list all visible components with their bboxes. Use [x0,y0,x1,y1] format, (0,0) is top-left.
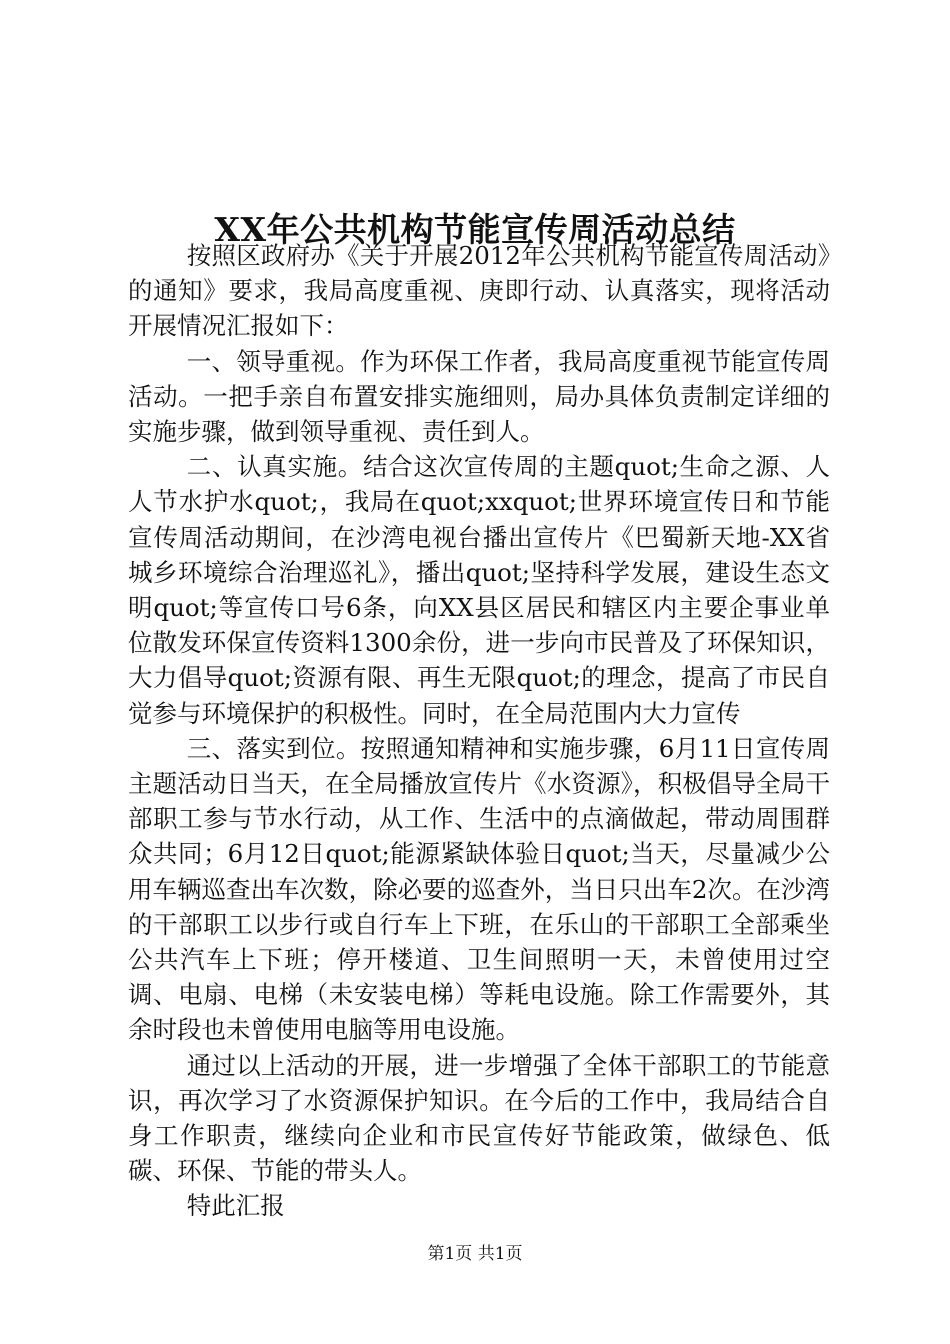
document-body [128,238,830,1224]
paragraph-intro: 按照区政府办《关于开展2012年公共机构节能宣传周活动》的通知》要求，我局高度重视、庚即行动、认真落实，现将活动开展情况汇报如下： [128,241,830,341]
paragraph-implementation: 二、认真实施。结合这次宣传周的主题quot;生命之源、人人节水护水quot;，我局在quot;xxquot;世界环境宣传日和节能宣传周活动期间，在沙湾电视台播出宣传片《巴蜀新天地-XX省城乡环境综合治理巡礼》，播出quot;坚持科学发展，建设生态文明quot;等宣传口号6条，向XX县区居民和辖区内主要企事业单位散发环保宣传资料1300余份，进一步向市民普及了环保知识，大力倡导quot;资源有限、再生无限quot;的理念，提高了市民自觉参与环境保护的积极性。同时，在全局范围内大力宣传 [128,452,830,728]
paragraph-leadership: 一、领导重视。作为环保工作者，我局高度重视节能宣传周活动。一把手亲自布置安排实施细则，局办具体负责制定详细的实施步骤，做到领导重视、责任到人。 [128,346,830,447]
paragraph-closing: 特此汇报 [186,1191,285,1221]
paragraph-execution: 三、落实到位。按照通知精神和实施步骤，6月11日宣传周主题活动日当天，在全局播放宣传片《水资源》，积极倡导全局干部职工参与节水行动，从工作、生活中的点滴做起，带动周围群众共同；6月12日quot;能源紧缺体验日quot;当天，尽量减少公用车辆巡查出车次数，除必要的巡查外，当日只出车2次。在沙湾的干部职工以步行或自行车上下班，在乐山的干部职工全部乘坐公共汽车上下班；停开楼道、卫生间照明一天，未曾使用过空调、电扇、电梯（未安装电梯）等耗电设施。除工作需要外，其余时段也未曾使用电脑等用电设施。 [128,733,830,1045]
page-number-footer: 第1页 共1页 [427,1244,523,1264]
document-title: XX年公共机构节能宣传周活动总结 [214,210,736,250]
paragraph-conclusion: 通过以上活动的开展，进一步增强了全体干部职工的节能意识，再次学习了水资源保护知识。在今后的工作中，我局结合自身工作职责，继续向企业和市民宣传好节能政策，做绿色、低碳、环保、节能的带头人。 [128,1050,830,1186]
